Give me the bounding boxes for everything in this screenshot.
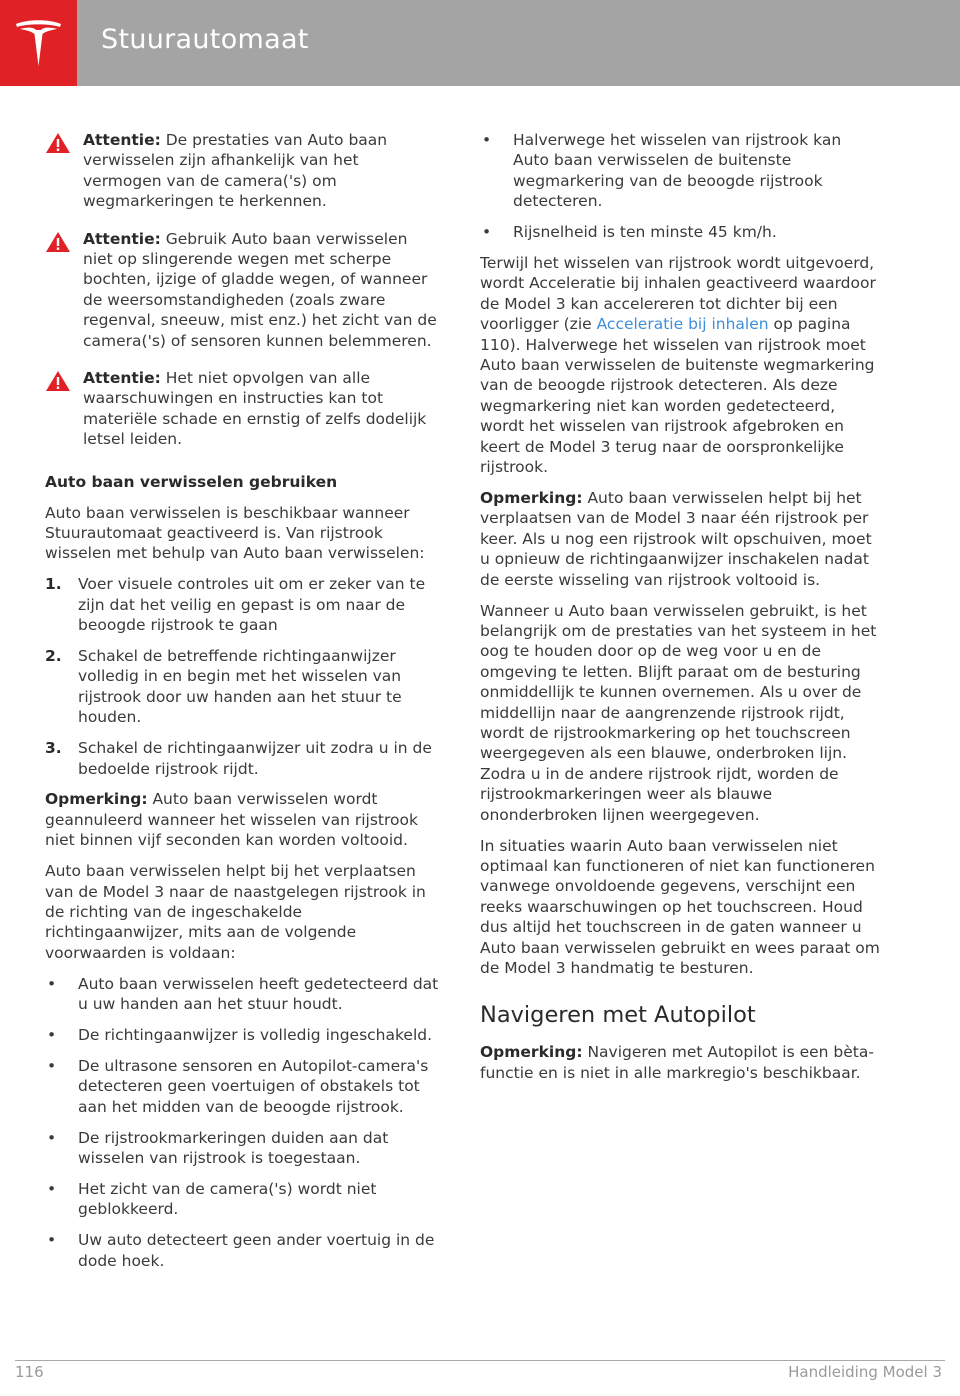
list-item-text: Halverwege het wisselen van rijstrook kan Auto baan verwisselen de buitenste wegmarkering van de beoogde rijstrook detecteren. (513, 131, 842, 211)
step-text: Schakel de betreffende richtingaanwijzer volledig in en begin met het wisselen van rijstrook door uw handen aan het stuur te houden. (78, 647, 402, 727)
conditions-intro: Auto baan verwisselen helpt bij het verplaatsen van de Model 3 naar de naastgelegen rijstrook in de richting van de ingeschakelde richtingaanwijzer, mits aan de volgende voorwaarden is voldaan: (45, 862, 426, 962)
list-item-text: De ultrasone sensoren en Autopilot-camera's detecteren geen voertuigen of obstakels tot aan het midden van de beoogde rijstrook. (78, 1056, 429, 1116)
note-paragraph (45, 789, 440, 850)
list-item (45, 1128, 440, 1169)
paragraph-text: Terwijl het wisselen van rijstrook wordt uitgevoerd, wordt Acceleratie bij inhalen geactiveerd waardoor de Model 3 kan accelereren tot dichter bij een voorligger (zie (480, 254, 876, 334)
bullet-icon: • (47, 974, 57, 993)
bullet-icon: • (482, 131, 492, 149)
bullet-icon: • (47, 1128, 57, 1147)
list-item-text: Uw auto detecteert geen ander voertuig in de dode hoek. (78, 1231, 435, 1270)
warning-notice (45, 130, 440, 212)
list-item (480, 130, 880, 212)
body-paragraph (480, 253, 880, 477)
logo-block (0, 0, 77, 86)
step-text: Voer visuele controles uit om er zeker van te zijn dat het veilig en gepast is om naar de beoogde rijstrook te gaan (78, 575, 426, 635)
note-label: Opmerking: (480, 489, 583, 507)
bullet-icon: • (47, 1026, 57, 1045)
note-text: Auto baan verwisselen wordt geannuleerd wanneer het wisselen van rijstrook niet binnen vijf seconden kan worden voltooid. (45, 790, 418, 850)
warning-text: Het niet opvolgen van alle waarschuwingen en instructies kan tot materiële schade en ernstig of zelfs dodelijk letsel leiden. (83, 369, 427, 449)
warning-notice (45, 368, 440, 450)
bullet-icon: • (47, 1056, 57, 1075)
paragraph-text: op pagina 110). Halverwege het wisselen van rijstrook moet Auto baan verwisselen de buitenste wegmarkering van de beoogde rijstrook detecteren. Als deze wegmarkering niet kan worden gedetecteerd, wordt het wisselen van rijstrook afgebroken en keert de Model 3 terug naar de oorspronkelijke rijstrook. (480, 315, 875, 477)
note-text: Auto baan verwisselen helpt bij het verplaatsen van de Model 3 naar één rijstrook per keer. Als u nog een rijstrook wilt opschuiven, moet u opnieuw de richtingaanwijzer inschakelen nadat de eerste wisseling van rijstrook voltooid is. (480, 489, 872, 589)
warning-label: Attentie: (83, 229, 161, 248)
page-header (0, 0, 960, 86)
warning-label: Attentie: (83, 369, 161, 388)
numbered-step (45, 646, 440, 728)
note-label: Opmerking: (480, 1043, 583, 1062)
body-paragraph: Wanneer u Auto baan verwisselen gebruikt, is het belangrijk om de prestaties van het systeem in het oog te houden door op de weg voor u en de omgeving te letten. Blijft paraat om de besturing onmiddellijk te kunnen overnemen. Als u over de middellijn naar de aangrenzende rijstrook rijdt, wordt de rijstrookmarkering op het touchscreen weergegeven als een blauwe, onderbroken lijn. Zodra u in de andere rijstrook rijdt, worden de rijstrookmarkeringen weer als blauwe ononderbroken lijnen weergegeven. (480, 601, 877, 824)
warning-label: Attentie: (83, 131, 161, 149)
note-label: Opmerking: (45, 790, 148, 809)
body-paragraph: In situaties waarin Auto baan verwisselen niet optimaal kan functioneren of niet kan functioneren vanwege onvoldoende gegevens, verschijnt een reeks waarschuwingen op het touchscreen. Houd dus altijd het touchscreen in de gaten wanneer u Auto baan verwisselen gebruikt en wees paraat om de Model 3 handmatig te besturen. (480, 836, 880, 977)
list-item-text: De rijstrookmarkeringen duiden aan dat wisselen van rijstrook is toegestaan. (78, 1128, 389, 1168)
warning-text: De prestaties van Auto baan verwisselen zijn afhankelijk van het vermogen van de camera('s) om wegmarkeringen te herkennen. (83, 131, 388, 211)
intro-paragraph: Auto baan verwisselen is beschikbaar wanneer Stuurautomaat geactiveerd is. Van rijstrook wisselen met behulp van Auto baan verwisselen: (45, 503, 425, 563)
numbered-step (45, 738, 440, 779)
list-item-text: De richtingaanwijzer is volledig ingeschakeld. (78, 1026, 433, 1045)
manual-title: Handleiding Model 3 (788, 1363, 942, 1381)
note-text: Navigeren met Autopilot is een bèta-functie en is niet in alle markregio's beschikbaar. (480, 1043, 874, 1082)
warning-icon (45, 231, 71, 253)
right-column (480, 130, 880, 1094)
warning-text: Gebruik Auto baan verwisselen niet op slingerende wegen met scherpe bochten, ijzige of gladde wegen, of wanneer de weersomstandigheden (zoals zware regenval, sneeuw, mist enz.) het zicht van de camera('s) of sensoren kunnen belemmeren. (83, 229, 437, 350)
list-item-text: Auto baan verwisselen heeft gedetecteerd dat u uw handen aan het stuur houdt. (78, 974, 439, 1014)
list-item (45, 1230, 440, 1271)
step-number: 3. (45, 739, 62, 758)
list-item (45, 1056, 440, 1117)
list-item-text: Het zicht van de camera('s) wordt niet geblokkeerd. (78, 1179, 377, 1219)
left-column (45, 130, 440, 1282)
note-paragraph (480, 488, 880, 590)
section-title: Navigeren met Autopilot (480, 1002, 756, 1029)
note-paragraph (480, 1042, 880, 1083)
list-item (45, 974, 440, 1015)
warning-icon (45, 132, 71, 154)
list-item (45, 1179, 440, 1220)
bullet-icon: • (47, 1231, 57, 1250)
tesla-logo-icon (14, 18, 63, 68)
list-item-text: Rijsnelheid is ten minste 45 km/h. (513, 223, 777, 242)
page-number: 116 (15, 1363, 44, 1381)
cross-reference-link[interactable]: Acceleratie bij inhalen (596, 315, 769, 334)
warning-notice (45, 229, 440, 351)
step-text: Schakel de richtingaanwijzer uit zodra u in de bedoelde rijstrook rijdt. (78, 739, 432, 778)
page-title: Stuurautomaat (101, 24, 309, 55)
section-heading: Auto baan verwisselen gebruiken (45, 472, 338, 491)
numbered-step (45, 574, 440, 635)
step-number: 2. (45, 647, 62, 666)
list-item (480, 222, 880, 242)
bullet-icon: • (482, 223, 492, 242)
list-item (45, 1025, 440, 1045)
footer-divider (15, 1360, 945, 1361)
step-number: 1. (45, 575, 62, 594)
bullet-icon: • (47, 1179, 57, 1198)
warning-icon (45, 370, 71, 392)
